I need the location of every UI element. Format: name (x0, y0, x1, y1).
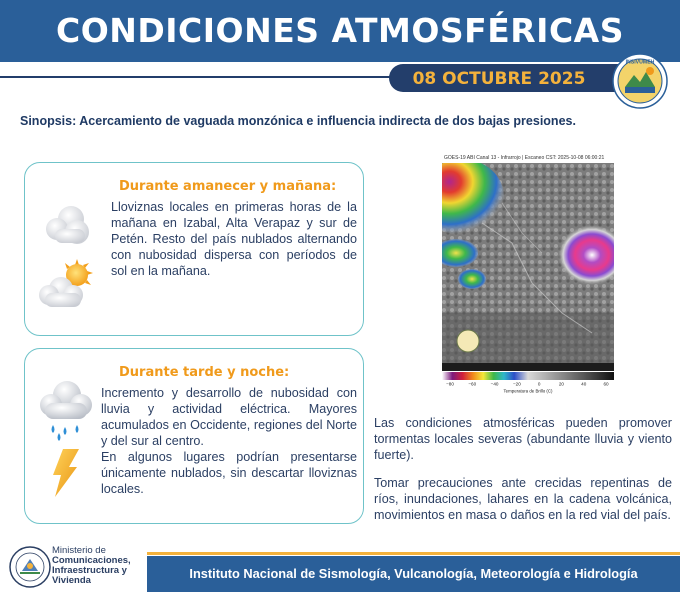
notes-paragraph-2: Tomar precauciones ante crecidas repentinas de ríos, inundaciones, lahares en la cadena volcánica, movimientos en masa o daños en la red vial del país. (374, 476, 672, 522)
lightning-icon (49, 449, 81, 497)
ministry-line-1: Ministerio de (52, 545, 106, 556)
colorbar-tick-label: 20 (558, 381, 564, 387)
afternoon-text-2: En algunos lugares podrían presentarse únicamente nublados, sin descartar lloviznas locales. (101, 450, 357, 496)
synopsis-text: Sinopsis: Acercamiento de vaguada monzónica e influencia indirecta de dos bajas presiones. (20, 114, 576, 128)
afternoon-text-1: Incremento y desarrollo de nubosidad con lluvia y actividad eléctrica. Mayores acumulados en Occidente, regiones del Norte y del sur al centro. (101, 386, 357, 448)
morning-heading: Durante amanecer y mañana: (119, 179, 337, 194)
rain-cloud-icon (35, 377, 97, 441)
morning-card (24, 162, 364, 336)
date-label: 08 OCTUBRE 2025 (412, 69, 586, 89)
colorbar-tick-label: 0 (537, 381, 541, 387)
footer-accent-stripe (147, 552, 680, 555)
afternoon-card (24, 348, 364, 524)
insivumeh-logo-text: INSIVUMEH (625, 59, 655, 66)
cloud-icon (39, 199, 97, 251)
insivumeh-logo (612, 53, 668, 109)
colorbar-tick-label: 40 (581, 381, 587, 387)
ministry-line-2: Comunicaciones, (52, 555, 131, 566)
satellite-colorbar (442, 372, 614, 394)
morning-text: Lloviznas locales en primeras horas de la mañana en Izabal, Alta Verapaz y sur de Petén. Resto del país nublados alternando con nubosidad dispersa con períodos de sol en la mañana. (111, 200, 357, 278)
colorbar-tick-label: 60 (603, 381, 609, 387)
notes-paragraph-1: Las condiciones atmosféricas pueden promover tormentas locales severas (abundante lluvia y viento fuerte). (374, 416, 672, 462)
date-divider-line (0, 76, 400, 78)
satellite-watermark-icon (457, 330, 479, 352)
institute-name: Instituto Nacional de Sismología, Vulcanología, Meteorología e Hidrología (189, 566, 638, 581)
ministry-line-4: Vivienda (52, 575, 91, 586)
colorbar-tick-label: −20 (512, 381, 521, 387)
satellite-image (442, 163, 614, 371)
ministry-line-3: Infraestructura y (52, 565, 127, 576)
ministry-logo (8, 545, 52, 589)
colorbar-tick-label: −80 (446, 381, 454, 387)
ministry-name (52, 546, 142, 586)
satellite-caption: GOES-19 ABI Canal 13 - Infrarrojo | Escaneo CST: 2025-10-08 06:00:21 (444, 155, 605, 161)
colorbar-tick-label: −40 (490, 381, 499, 387)
afternoon-heading: Durante tarde y noche: (119, 365, 290, 380)
colorbar-label: Temperatura de Brillo (C) (503, 388, 553, 394)
colorbar-tick-label: −60 (468, 381, 477, 387)
page-title: CONDICIONES ATMOSFÉRICAS (56, 11, 624, 50)
sun-behind-cloud-icon (35, 259, 97, 311)
